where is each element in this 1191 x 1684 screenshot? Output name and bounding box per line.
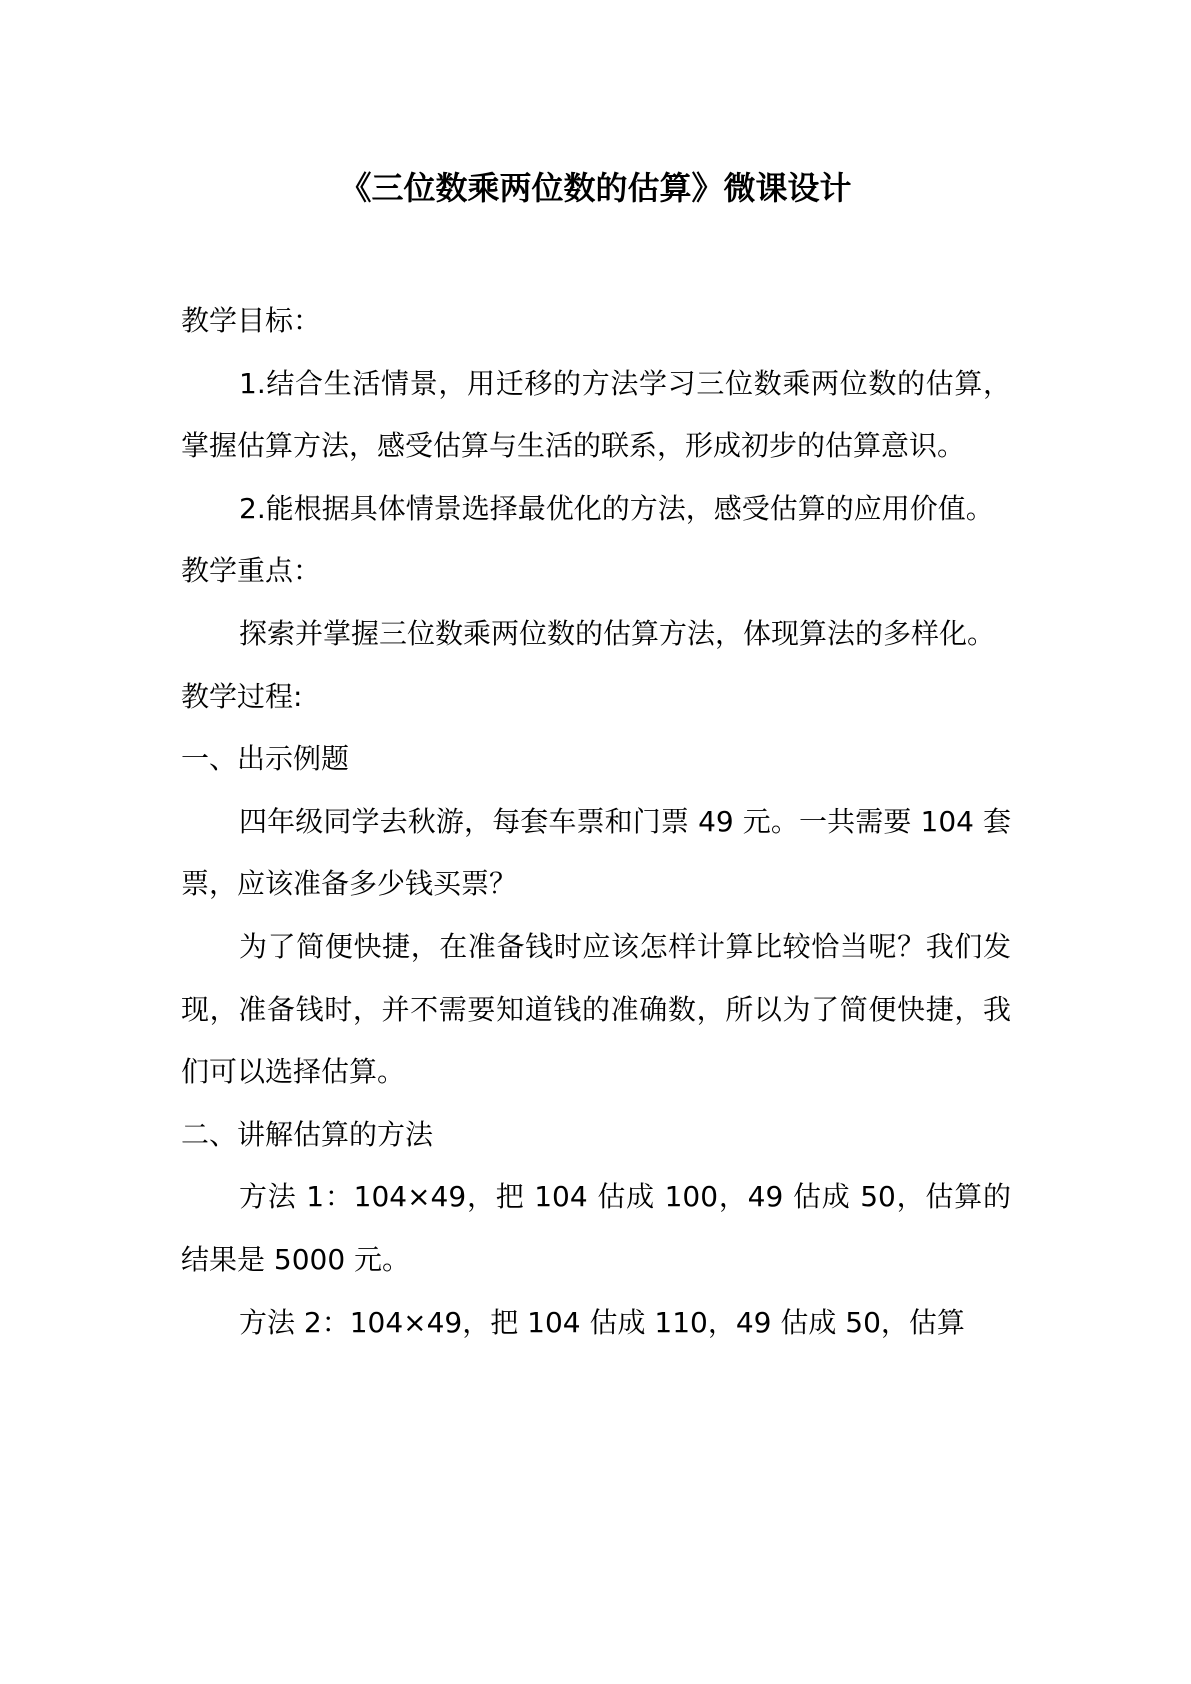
subsection-heading-example: 一、出示例题 xyxy=(181,742,350,776)
subsection-heading-methods: 二、讲解估算的方法 xyxy=(181,1117,434,1151)
objective-1-paragraph: 1.结合生活情景，用迁移的方法学习三位数乘两位数的估算，掌握估算方法，感受估算与生活的联系，形成初步的估算意识。 xyxy=(181,366,1011,463)
objective-2-paragraph: 2.能根据具体情景选择最优化的方法，感受估算的应用价值。 xyxy=(239,491,994,525)
section-heading-objectives: 教学目标： xyxy=(181,304,322,337)
section-heading-key-points: 教学重点： xyxy=(181,554,322,588)
key-point-paragraph: 探索并掌握三位数乘两位数的估算方法，体现算法的多样化。 xyxy=(239,616,996,650)
document-title: 《三位数乘两位数的估算》微课设计 xyxy=(339,169,852,207)
example-problem-paragraph: 四年级同学去秋游，每套车票和门票 49 元。一共需要 104 套票，应该准备多少钱买票？ xyxy=(181,804,1011,901)
document-body xyxy=(181,290,1011,1354)
method-1-paragraph: 方法 1：104×49，把 104 估成 100，49 估成 50，估算的结果是 5000 元。 xyxy=(181,1180,1011,1276)
section-heading-process: 教学过程: xyxy=(181,679,303,713)
method-2-paragraph: 方法 2：104×49，把 104 估成 110，49 估成 50，估算 xyxy=(239,1305,965,1339)
example-discussion-paragraph: 为了简便快捷，在准备钱时应该怎样计算比较恰当呢？我们发现，准备钱时，并不需要知道钱的准确数，所以为了简便快捷，我们可以选择估算。 xyxy=(181,929,1011,1089)
